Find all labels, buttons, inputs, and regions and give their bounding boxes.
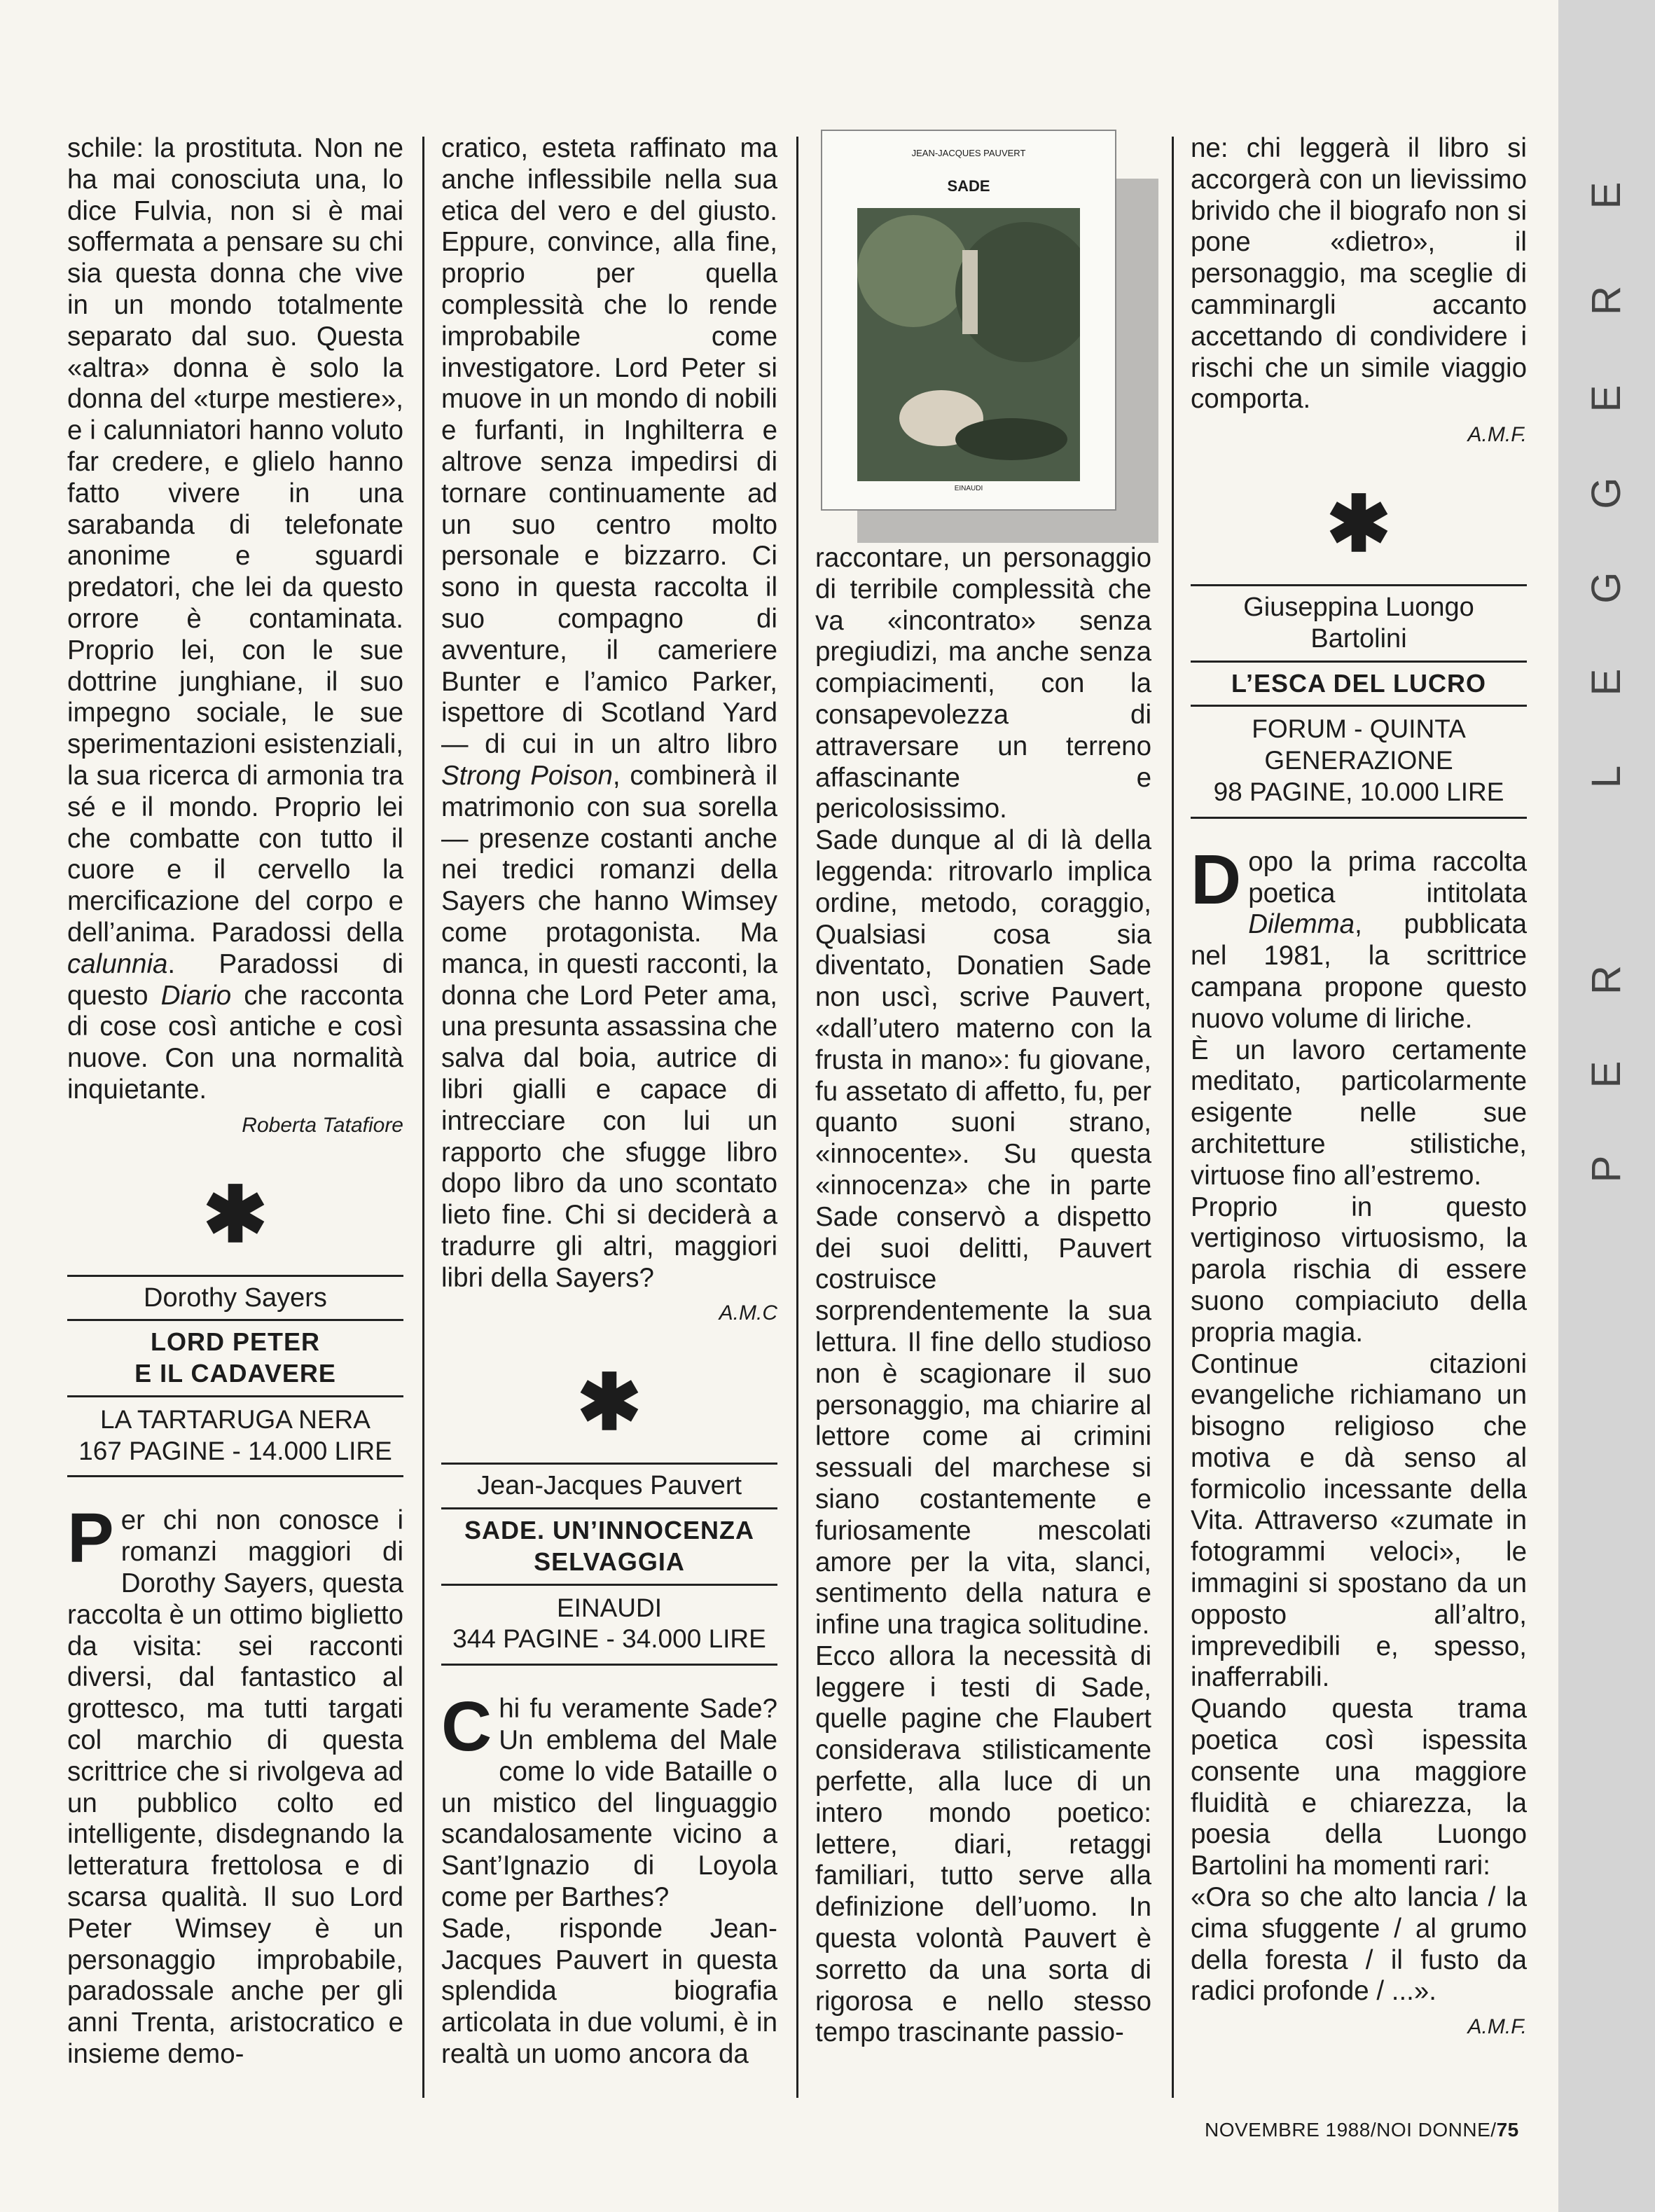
column-divider [1172, 137, 1174, 2098]
section-letter: G [1584, 572, 1629, 604]
review-text: Continue citazioni evangeliche richiamano un bisogno religioso che motiva e dà senso al formicolio incessante della Vita. Attraverso «zumate in fotogrammi veloci», le immagini si spostano da un opposto all’altro, imprevedibili e, spesso, inafferrabili. [1191, 1348, 1527, 1693]
review-text: È un lavoro certamente meditato, particolarmente esigente nelle sue architetture stilistiche, virtuose fino all’estremo. [1191, 1035, 1527, 1191]
book-info-box [1191, 584, 1527, 819]
book-author: Giuseppina Luongo Bartolini [1243, 592, 1474, 654]
star-separator: ✱ [576, 1360, 642, 1446]
drop-cap: C [441, 1687, 492, 1767]
column-1 [67, 133, 403, 2071]
section-letter: E [1584, 181, 1629, 209]
book-title: SADE. UN’INNOCENZA SELVAGGIA [464, 1516, 755, 1576]
review-text: Sade, risponde Jean-Jacques Pauvert in questa splendida biografia articolata in due volumi, è in realtà un uomo ancora da [441, 1913, 777, 2070]
column-2 [441, 133, 777, 2071]
book-info-box [67, 1275, 403, 1478]
section-letter: E [1584, 1060, 1629, 1088]
star-separator: ✱ [1326, 481, 1392, 567]
book-info-box [441, 1463, 777, 1666]
article-text: raccontare, un personaggio di terribile complessità che va «incontrato» senza pregiudizi, ma anche senza compiacimenti, con la consapevolezza di attraversare un terreno affascinante e pericolosissimo. [815, 543, 1151, 824]
section-letter: G [1584, 477, 1629, 509]
star-separator: ✱ [202, 1171, 268, 1258]
book-publisher: LA TARTARUGA NERA 167 PAGINE - 14.000 LIRE [78, 1404, 392, 1465]
cover-publisher: EINAUDI [954, 485, 983, 493]
book-title: L’ESCA DEL LUCRO [1231, 668, 1487, 698]
review-text: Quando questa trama poetica così ispessita consente una maggiore fluidità e chiarezza, la poesia della Luongo Bartolini ha momenti rari: [1191, 1694, 1527, 1881]
cover-title: SADE [947, 177, 990, 195]
article-text: Sade dunque al di là della leggenda: ritrovarlo implica ordine, metodo, coraggio, Qualsiasi cosa sia diventato, Donatien Sade non uscì, scrive Pauvert, «dall’utero materno con la frusta in mano»: fu giovane, fu assetato di affetto, fu, per quanto suoni strano, «innocente». Su questa «innocenza» che in parte Sade conservò a dispetto dei suoi delitti, Pauvert costruisce sorprendentemente la sua lettura. Il fine dello studioso non è scagionare il suo personaggio, ma chiarire al lettore come ai crimini sessuali del marchese si siano costantemente e furiosamente mescolati amore per la vita, slanci, sentimento della natura e infine una tragica solitudine. [815, 825, 1151, 1640]
section-letter: L [1584, 765, 1629, 789]
article-text: schile: la prostituta. Non ne ha mai conosciuta una, lo dice Fulvia, non si è mai soffermata a pensare su chi sia questa donna che vive in un mondo totalmente separato dal suo. Questa «altra» donna è solo la donna del «turpe mestiere», e i calunniatori hanno voluto far credere, e glielo hanno fatto vivere in una sarabanda di telefonate anonime e sguardi predatori, che lei da questo orrore è contaminata. Proprio lei, con le sue dottrine junghiane, il suo impegno sociale, le sue sperimentazioni esistenziali, la sua ricerca di armonia tra sé e il mondo. Proprio lei che combatte con tutto il cuore e il cervello la mercificazione del corpo e dell’anima. Paradossi della calunnia. Paradossi di questo Diario che racconta di cose così antiche e così nuove. Con una normalità inquietante. [67, 133, 403, 1105]
column-divider [422, 137, 424, 2098]
column-4 [1191, 133, 1527, 2043]
cover-author: JEAN-JACQUES PAUVERT [911, 148, 1026, 158]
page-footer: NOVEMBRE 1988/NOI DONNE/75 [1205, 2119, 1519, 2141]
review-text: Per chi non conosce i romanzi maggiori di Dorothy Sayers, questa raccolta è un ottimo biglietto da visita: sei racconti diversi, dal fantastico al grottesco, ma tutti targati col marchio di questa scrittrice che si rivolgeva ad un pubblico colto ed intelligente, disdegnando la letteratura frettolosa e di scarsa qualità. Il suo Lord Peter Wimsey è un personaggio improbabile, paradossale anche per gli anni Trenta, aristocratico e insieme demo- [67, 1499, 403, 2070]
book-author: Dorothy Sayers [144, 1283, 327, 1313]
section-letter: E [1584, 668, 1629, 696]
article-text: Ecco allora la necessità di leggere i testi di Sade, quelle pagine che Flaubert considerava stilisticamente perfette, alla luce di un intero mondo poetico: lettere, diari, retaggi familiari, tutto serve alla definizione dell’uomo. In questa volontà Pauvert è sorretto da una sorta di rigorosa e nello stesso tempo trascinante passio- [815, 1640, 1151, 2048]
book-author: Jean-Jacques Pauvert [476, 1471, 742, 1501]
section-letter: R [1584, 286, 1629, 315]
column-3 [815, 133, 1151, 2049]
poem-quote: «Ora so che alto lancia / la cima sfuggente / al grumo della foresta / il fusto da radici profonde / ...». [1191, 1882, 1527, 2007]
article-text: cratico, esteta raffinato ma anche inflessibile nella sua etica del vero e del giusto. Eppure, convince, alla fine, proprio per quella complessità che lo rende improbabile come investigatore. Lord Peter si muove in un mondo di nobili e furfanti, in Inghilterra e altrove senza impedirsi di tornare continuamente ad un suo centro molto personale e bizzarro. Ci sono in questa raccolta il suo compagno di avventure, il cameriere Bunter e l’amico Parker, ispettore di Scotland Yard — di cui in un altro libro Strong Poison, combinerà il matrimonio con sua sorella — presenze costanti anche nei tredici romanzi della Sayers che hanno Wimsey come protagonista. Ma manca, in questi racconti, la donna che Lord Peter ama, una presunta assassina che salva dal boia, autrice di libri gialli e capace di intrecciare con lui un rapporto che sfugge libro dopo libro da uno scontato lieto fine. Chi si deciderà a tradurre gli altri, maggiori libri della Sayers? [441, 133, 777, 1293]
section-letter: R [1584, 965, 1629, 995]
book-title: LORD PETER E IL CADAVERE [134, 1327, 336, 1388]
signature: A.M.C [719, 1301, 777, 1325]
column-divider [796, 137, 798, 2098]
drop-cap: P [67, 1499, 114, 1578]
book-publisher: EINAUDI 344 PAGINE - 34.000 LIRE [452, 1593, 766, 1654]
page-number: 75 [1496, 2119, 1519, 2141]
book-cover-image [815, 130, 1151, 543]
section-letter: E [1584, 385, 1629, 413]
review-text: Chi fu veramente Sade? Un emblema del Male come lo vide Bataille o un mistico del linguaggio scandalosamente vicino a Sant’Ignazio di Loyola come per Barthes? [441, 1687, 777, 1913]
drop-cap: D [1191, 840, 1242, 919]
cover-painting [857, 208, 1080, 481]
section-letter: P [1584, 1155, 1629, 1183]
review-text: Dopo la prima raccolta poetica intitolata Dilemma, pubblicata nel 1981, la scrittrice campana propone questo nuovo volume di liriche. [1191, 840, 1527, 1034]
section-title [1558, 0, 1655, 2212]
signature: A.M.F. [1467, 2015, 1527, 2039]
article-text: ne: chi leggerà il libro si accorgerà con un lievissimo brivido che il biografo non si pone «dietro», il personaggio, ma sceglie di camminargli accanto accettando di condividere i rischi che un simile viaggio comporta. [1191, 133, 1527, 415]
signature: Roberta Tatafiore [242, 1113, 403, 1137]
signature: A.M.F. [1467, 423, 1527, 447]
book-publisher: FORUM - QUINTA GENERAZIONE 98 PAGINE, 10.000 LIRE [1213, 714, 1504, 806]
review-text: Proprio in questo vertiginoso virtuosismo, la parola rischia di essere suono compiaciuto della propria magia. [1191, 1191, 1527, 1348]
